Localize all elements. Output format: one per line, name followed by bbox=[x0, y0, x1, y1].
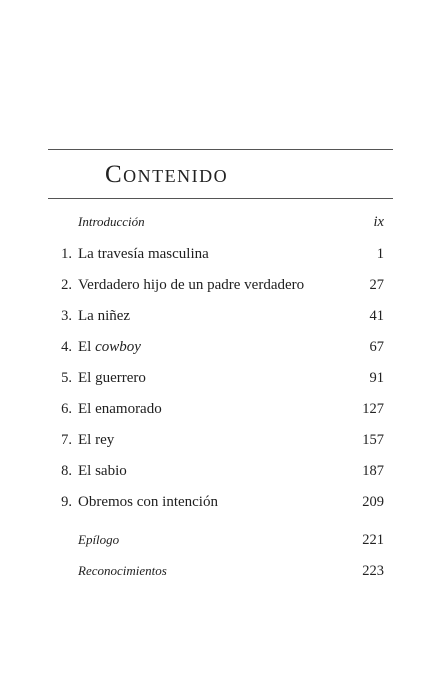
chapter-number: 9. bbox=[61, 494, 72, 510]
chapter-title: Obremos con intención bbox=[78, 494, 218, 510]
toc-chapter-4 bbox=[0, 339, 444, 359]
chapter-number: 6. bbox=[61, 401, 72, 417]
chapter-page: 91 bbox=[369, 370, 384, 386]
top-rule bbox=[48, 149, 393, 150]
chapter-title-prefix: El bbox=[78, 339, 92, 355]
toc-entry-introduccion bbox=[0, 214, 444, 234]
toc-entry-label: Epílogo bbox=[78, 532, 120, 547]
chapter-title: La niñez bbox=[78, 308, 131, 324]
chapter-title: El sabio bbox=[78, 463, 127, 479]
toc-chapter-8 bbox=[0, 463, 444, 483]
chapter-title-italic: cowboy bbox=[95, 339, 141, 355]
toc-entry-label: Reconocimientos bbox=[78, 563, 167, 578]
chapter-number: 7. bbox=[61, 432, 72, 448]
toc-entry-label: Introducción bbox=[78, 214, 145, 229]
toc-entry-page: 221 bbox=[362, 532, 384, 548]
chapter-page: 187 bbox=[362, 463, 384, 479]
toc-chapter-5 bbox=[0, 370, 444, 390]
chapter-number: 2. bbox=[61, 277, 72, 293]
chapter-title: El guerrero bbox=[78, 370, 146, 386]
page-title: Contenido bbox=[105, 161, 229, 188]
chapter-page: 157 bbox=[362, 432, 384, 448]
toc-chapter-1 bbox=[0, 246, 444, 266]
chapter-title bbox=[78, 339, 141, 356]
toc-chapter-3 bbox=[0, 308, 444, 328]
bottom-rule bbox=[48, 198, 393, 199]
toc-entry-epilogo bbox=[0, 532, 444, 552]
toc-entry-reconocimientos bbox=[0, 563, 444, 583]
chapter-page: 127 bbox=[362, 401, 384, 417]
chapter-title: La travesía masculina bbox=[78, 246, 209, 262]
chapter-page: 27 bbox=[369, 277, 384, 293]
toc-chapter-9 bbox=[0, 494, 444, 514]
chapter-page: 41 bbox=[369, 308, 384, 324]
toc-chapter-6 bbox=[0, 401, 444, 421]
chapter-number: 4. bbox=[61, 339, 72, 355]
chapter-title: El rey bbox=[78, 432, 115, 448]
chapter-page: 209 bbox=[362, 494, 384, 510]
toc-chapter-7 bbox=[0, 432, 444, 452]
chapter-number: 3. bbox=[61, 308, 72, 324]
toc-entry-page: ix bbox=[373, 214, 384, 230]
chapter-title: El enamorado bbox=[78, 401, 162, 417]
toc-entry-page: 223 bbox=[362, 563, 384, 579]
chapter-page: 67 bbox=[369, 339, 384, 355]
toc-chapter-2 bbox=[0, 277, 444, 297]
chapter-number: 5. bbox=[61, 370, 72, 386]
chapter-number: 1. bbox=[61, 246, 72, 262]
chapter-title: Verdadero hijo de un padre verdadero bbox=[78, 277, 305, 293]
chapter-number: 8. bbox=[61, 463, 72, 479]
chapter-page: 1 bbox=[376, 246, 384, 262]
